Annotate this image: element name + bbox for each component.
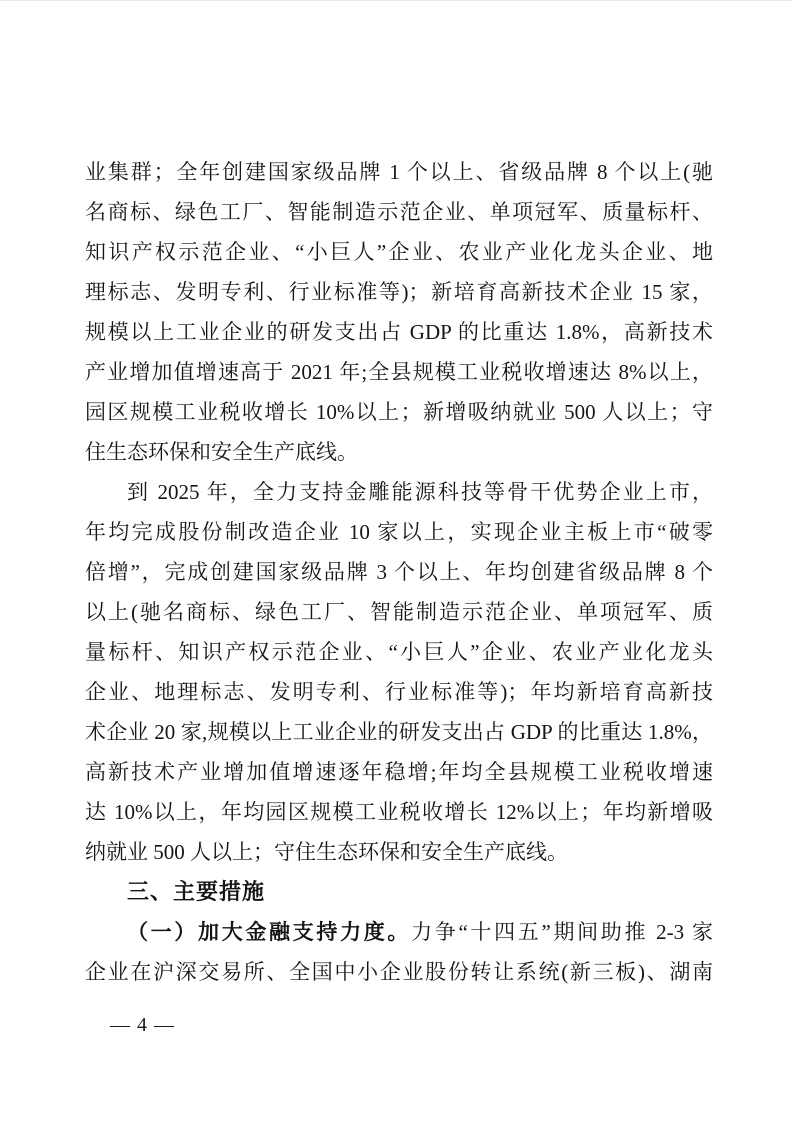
body-text-line: 名商标、绿色工厂、智能制造示范企业、单项冠军、质量标杆、 xyxy=(85,200,713,224)
body-text-line: 年均完成股份制改造企业 10 家以上，实现企业主板上市“破零 xyxy=(85,520,713,544)
body-text-line: 术企业 20 家,规模以上工业企业的研发支出占 GDP 的比重达 1.8%， xyxy=(85,720,713,744)
clause-heading: （一）加大金融支持力度。 xyxy=(127,920,412,944)
body-text-line: 理标志、发明专利、行业标准等)；新培育高新技术企业 15 家， xyxy=(85,280,713,304)
clause-text: 力争“十四五”期间助推 2-3 家 xyxy=(411,920,713,944)
body-text-line: 纳就业 500 人以上；守住生态环保和安全生产底线。 xyxy=(85,840,568,864)
body-text-line: 知识产权示范企业、“小巨人”企业、农业产业化龙头企业、地 xyxy=(85,240,713,264)
section-heading: 三、主要措施 xyxy=(127,879,266,904)
body-text-line: 倍增”，完成创建国家级品牌 3 个以上、年均创建省级品牌 8 个 xyxy=(85,560,713,584)
body-text-line: 规模以上工业企业的研发支出占 GDP 的比重达 1.8%，高新技术 xyxy=(85,320,713,344)
body-text-line: 企业在沪深交易所、全国中小企业股份转让系统(新三板)、湖南 xyxy=(85,960,713,984)
body-text-line: 高新技术产业增加值增速逐年稳增;年均全县规模工业税收增速 xyxy=(85,760,713,784)
body-text-line: 产业增加值增速高于 2021 年;全县规模工业税收增速达 8%以上， xyxy=(85,360,713,384)
body-text-line: 量标杆、知识产权示范企业、“小巨人”企业、农业产业化龙头 xyxy=(85,640,713,664)
body-text-line: 住生态环保和安全生产底线。 xyxy=(85,440,358,464)
body-text-line: 园区规模工业税收增长 10%以上；新增吸纳就业 500 人以上；守 xyxy=(85,400,713,424)
body-text-line: 业集群；全年创建国家级品牌 1 个以上、省级品牌 8 个以上(驰 xyxy=(85,160,713,184)
body-text-line xyxy=(85,912,713,952)
body-text-line: 到 2025 年，全力支持金雕能源科技等骨干优势企业上市， xyxy=(127,480,713,504)
document-body xyxy=(85,152,713,992)
body-text-line: 以上(驰名商标、绿色工厂、智能制造示范企业、单项冠军、质 xyxy=(85,600,713,624)
body-text-line: 企业、地理标志、发明专利、行业标准等)；年均新培育高新技 xyxy=(85,680,713,704)
page-number: — 4 — xyxy=(110,1014,175,1036)
body-text-line: 达 10%以上，年均园区规模工业税收增长 12%以上；年均新增吸 xyxy=(85,800,713,824)
